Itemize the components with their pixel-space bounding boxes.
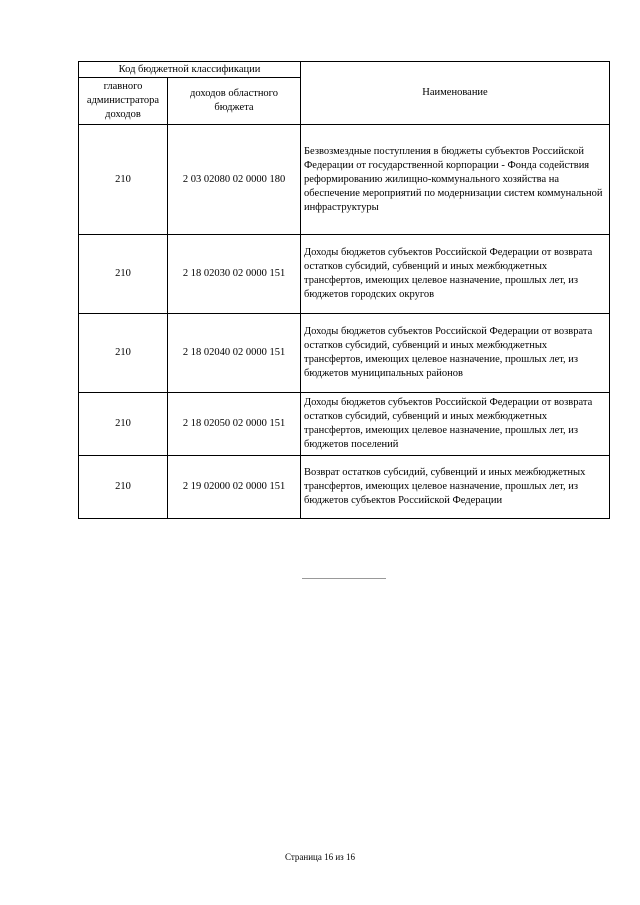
page-number: Страница 16 из 16: [285, 852, 355, 862]
header-budget-classification-code: Код бюджетной классификации: [79, 62, 301, 78]
admin-code-cell: 210: [79, 235, 168, 314]
income-code-cell: 2 18 02030 02 0000 151: [168, 235, 301, 314]
income-code-cell: 2 03 02080 02 0000 180: [168, 125, 301, 235]
table-row: [79, 125, 610, 235]
name-cell: Возврат остатков субсидий, субвенций и иных межбюджетных трансфертов, имеющих целевое назначение, прошлых лет, из бюджетов субъектов Российской Федерации: [301, 456, 610, 519]
table-row: [79, 393, 610, 456]
income-code-cell: 2 18 02050 02 0000 151: [168, 393, 301, 456]
header-regional-budget-income: доходов областного бюджета: [168, 78, 301, 125]
admin-code-cell: 210: [79, 125, 168, 235]
income-code-cell: 2 19 02000 02 0000 151: [168, 456, 301, 519]
name-cell: Доходы бюджетов субъектов Российской Федерации от возврата остатков субсидий, субвенций и иных межбюджетных трансфертов, имеющих целевое назначение, прошлых лет, из бюджетов поселений: [301, 393, 610, 456]
name-cell: Доходы бюджетов субъектов Российской Федерации от возврата остатков субсидий, субвенций и иных межбюджетных трансфертов, имеющих целевое назначение, прошлых лет, из бюджетов городских округов: [301, 235, 610, 314]
header-row-group: [79, 62, 610, 78]
table-row: [79, 456, 610, 519]
name-cell: Безвозмездные поступления в бюджеты субъектов Российской Федерации от государственной корпорации - Фонда содействия реформированию жилищно-коммунального хозяйства на обеспечение мероприятий по модернизации систем коммунальной инфраструктуры: [301, 125, 610, 235]
table-row: [79, 314, 610, 393]
income-code-cell: 2 18 02040 02 0000 151: [168, 314, 301, 393]
admin-code-cell: 210: [79, 393, 168, 456]
name-cell: Доходы бюджетов субъектов Российской Федерации от возврата остатков субсидий, субвенций и иных межбюджетных трансфертов, имеющих целевое назначение, прошлых лет, из бюджетов муниципальных районов: [301, 314, 610, 393]
table-row: [79, 235, 610, 314]
admin-code-cell: 210: [79, 456, 168, 519]
budget-classification-table: [78, 61, 610, 519]
header-chief-administrator: главного администратора доходов: [79, 78, 168, 125]
admin-code-cell: 210: [79, 314, 168, 393]
separator-line: [302, 578, 386, 579]
header-name: Наименование: [301, 62, 610, 125]
